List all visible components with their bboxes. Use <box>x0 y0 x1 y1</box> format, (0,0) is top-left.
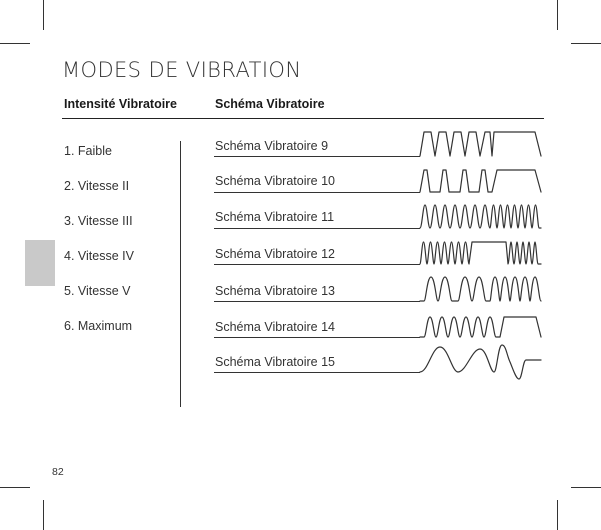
pattern-label: Schéma Vibratoire 13 <box>215 284 335 298</box>
chapter-tab <box>25 240 55 286</box>
waveform-10 <box>420 170 541 192</box>
waveform-14 <box>420 317 541 337</box>
page-title: MODES DE VIBRATION <box>62 58 302 82</box>
waveform-11 <box>420 205 541 228</box>
page-number: 82 <box>52 466 64 478</box>
pattern-label: Schéma Vibratoire 11 <box>215 210 335 224</box>
pattern-label: Schéma Vibratoire 10 <box>215 174 335 188</box>
waveform-9 <box>420 132 541 156</box>
intensity-item: 4. Vitesse IV <box>64 249 134 263</box>
intensity-column-header: Intensité Vibratoire <box>64 97 177 111</box>
pattern-label: Schéma Vibratoire 15 <box>215 355 335 369</box>
intensity-item: 3. Vitesse III <box>64 214 133 228</box>
intensity-item: 5. Vitesse V <box>64 284 131 298</box>
waveform-12 <box>420 242 541 264</box>
intensity-item: 6. Maximum <box>64 319 133 333</box>
pattern-label: Schéma Vibratoire 12 <box>215 247 335 261</box>
waveform-13 <box>420 277 541 301</box>
pattern-label: Schéma Vibratoire 14 <box>215 320 335 334</box>
intensity-item: 2. Vitesse II <box>64 179 130 193</box>
pattern-label: Schéma Vibratoire 9 <box>215 139 329 153</box>
waveform-15 <box>420 345 541 379</box>
pattern-column-header: Schéma Vibratoire <box>215 97 325 111</box>
intensity-item: 1. Faible <box>64 144 112 158</box>
